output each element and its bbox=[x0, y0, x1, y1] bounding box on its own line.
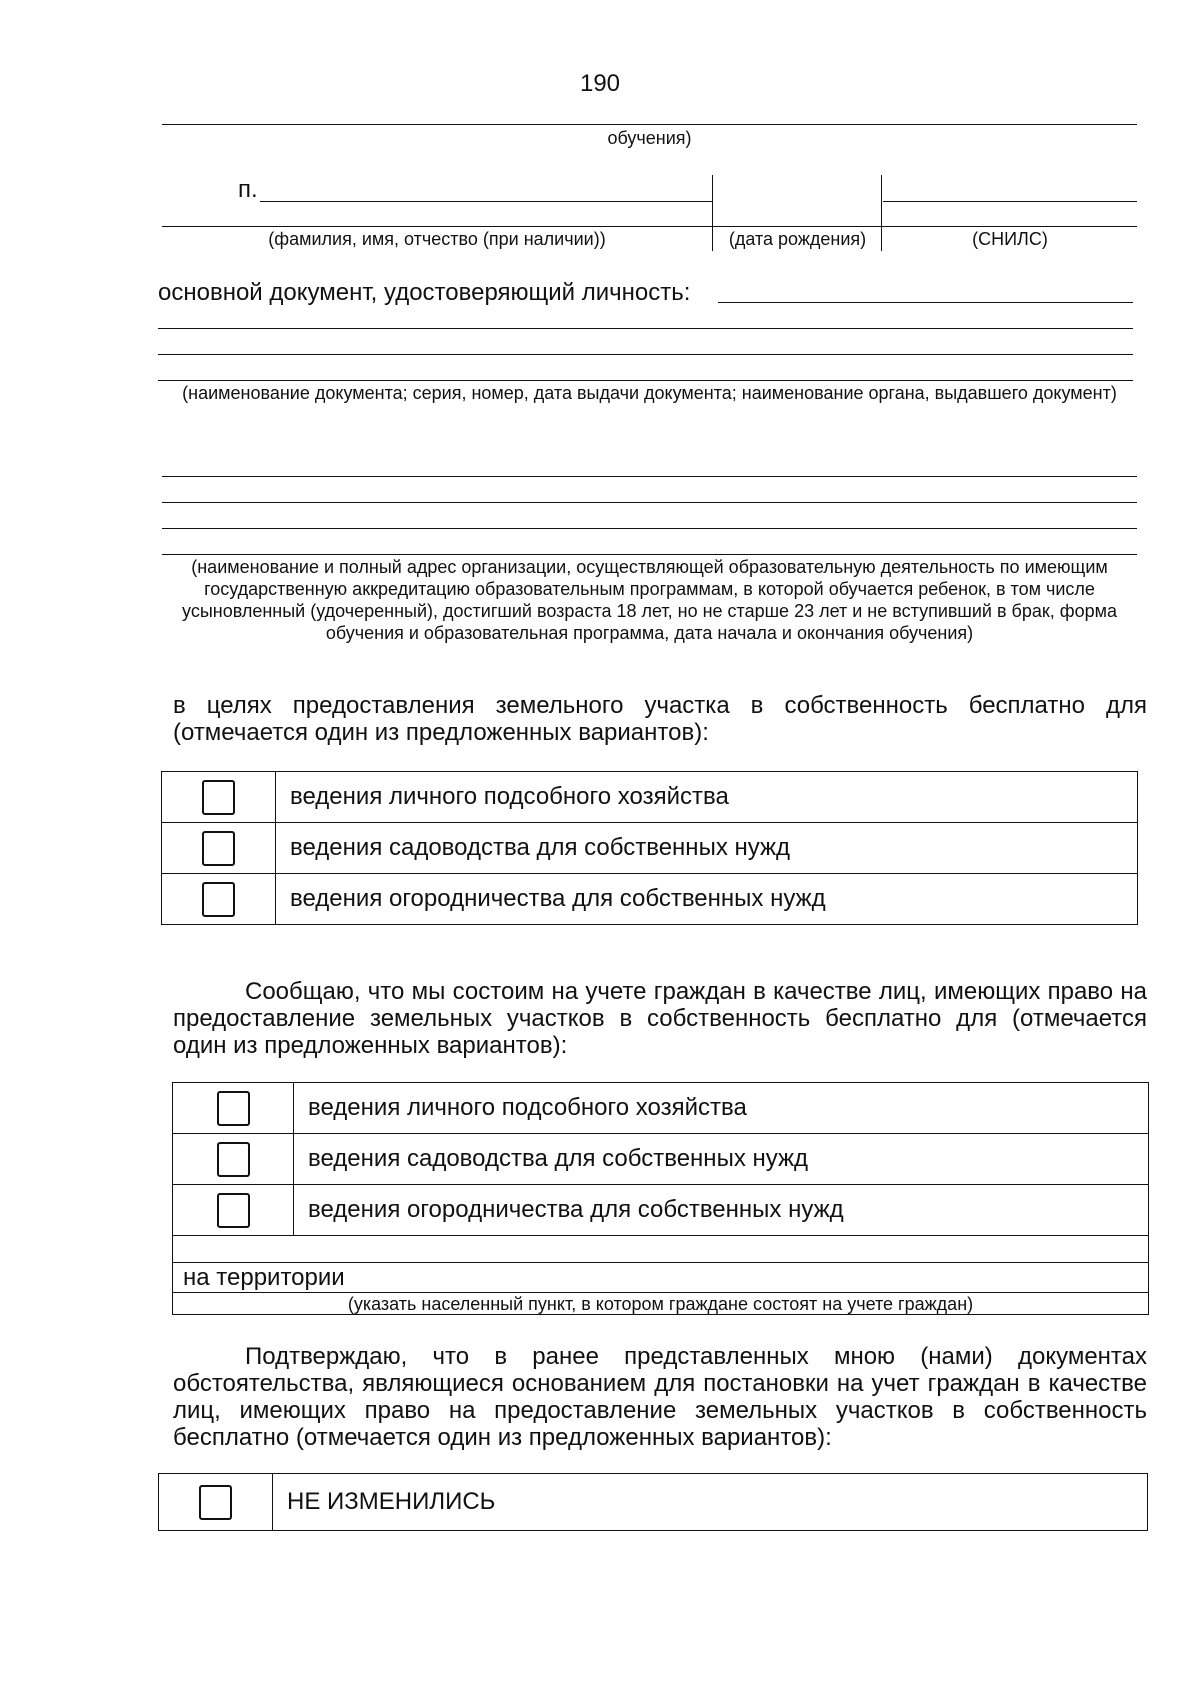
organization-caption: (наименование и полный адрес организации, осуществляющей образовательную деятельность по имеющим государственную аккредитацию образовательным программам, в которой обучается ребенок, в том числе усыновленный (удочеренный), достигший возраста 18 лет, но не старше 23 лет и не вступивший в брак, форма обучения и образовательная программа, дата начала и окончания обучения) bbox=[182, 557, 1117, 643]
dob-caption: (дата рождения) bbox=[728, 229, 867, 249]
snils-caption: (СНИЛС) bbox=[972, 229, 1048, 249]
registry-checkbox-cell bbox=[173, 1185, 294, 1236]
confirm-options-table bbox=[158, 1473, 1148, 1531]
id-document-field-2[interactable] bbox=[158, 328, 1133, 329]
purpose-checkbox[interactable] bbox=[202, 780, 235, 815]
registry-checkbox[interactable] bbox=[217, 1142, 250, 1177]
territory-caption: (указать населенный пункт, в котором граждане состоят на учете граждан) bbox=[173, 1293, 1149, 1315]
territory-cell[interactable] bbox=[173, 1263, 1149, 1293]
organization-field-4[interactable] bbox=[162, 554, 1137, 555]
registry-option-row bbox=[173, 1134, 1149, 1185]
territory-label: на территории bbox=[183, 1263, 345, 1291]
purpose-option-row bbox=[162, 874, 1138, 925]
confirm-option-label: НЕ ИЗМЕНИЛИСЬ bbox=[273, 1474, 1148, 1531]
purpose-checkbox-cell bbox=[162, 823, 276, 874]
registry-checkbox[interactable] bbox=[217, 1193, 250, 1228]
person-prefix: п. bbox=[238, 176, 258, 203]
purpose-checkbox[interactable] bbox=[202, 831, 235, 866]
confirm-text: Подтверждаю, что в ранее представленных мною (нами) документах обстоятельства, являющиеся основанием для постановки на учет граждан в качестве лиц, имеющих право на предоставление земельных участков в собственность бесплатно (отмечается один из предложенных вариантов): bbox=[173, 1343, 1147, 1451]
purpose-option-label: ведения личного подсобного хозяйства bbox=[276, 772, 1138, 823]
registry-option-label: ведения садоводства для собственных нужд bbox=[294, 1134, 1149, 1185]
id-document-label: основной документ, удостоверяющий личность: bbox=[158, 279, 691, 306]
registry-option-label: ведения личного подсобного хозяйства bbox=[294, 1083, 1149, 1134]
person-divider-2 bbox=[881, 175, 882, 251]
purpose-options-table bbox=[161, 771, 1138, 925]
top-continuation-line bbox=[162, 124, 1137, 125]
organization-field-2[interactable] bbox=[162, 502, 1137, 503]
id-document-field-1[interactable] bbox=[718, 302, 1133, 303]
person-divider-1 bbox=[712, 175, 713, 251]
purpose-checkbox-cell bbox=[162, 874, 276, 925]
territory-row bbox=[173, 1263, 1149, 1293]
purpose-option-row bbox=[162, 772, 1138, 823]
confirm-checkbox[interactable] bbox=[199, 1485, 232, 1520]
purpose-checkbox[interactable] bbox=[202, 882, 235, 917]
registry-checkbox-cell bbox=[173, 1083, 294, 1134]
registry-checkbox[interactable] bbox=[217, 1091, 250, 1126]
territory-blank-row bbox=[173, 1236, 1149, 1263]
snils-field[interactable] bbox=[883, 201, 1137, 202]
purpose-text: в целях предоставления земельного участка в собственность бесплатно для (отмечается один из предложенных вариантов): bbox=[173, 692, 1147, 746]
purpose-option-label: ведения огородничества для собственных нужд bbox=[276, 874, 1138, 925]
page-number: 190 bbox=[579, 70, 621, 97]
registry-option-label: ведения огородничества для собственных нужд bbox=[294, 1185, 1149, 1236]
confirm-checkbox-cell bbox=[159, 1474, 273, 1531]
id-document-field-3[interactable] bbox=[158, 354, 1133, 355]
id-document-caption: (наименование документа; серия, номер, дата выдачи документа; наименование органа, выдавшего документ) bbox=[182, 383, 1117, 403]
registry-option-row bbox=[173, 1083, 1149, 1134]
registry-checkbox-cell bbox=[173, 1134, 294, 1185]
confirm-option-row bbox=[159, 1474, 1148, 1531]
purpose-option-label: ведения садоводства для собственных нужд bbox=[276, 823, 1138, 874]
territory-caption-row bbox=[173, 1293, 1149, 1315]
name-field[interactable] bbox=[260, 201, 712, 202]
name-caption: (фамилия, имя, отчество (при наличии)) bbox=[268, 229, 606, 249]
purpose-checkbox-cell bbox=[162, 772, 276, 823]
registry-text: Сообщаю, что мы состоим на учете граждан в качестве лиц, имеющих право на предоставление земельных участков в собственность бесплатно для (отмечается один из предложенных вариантов): bbox=[173, 978, 1147, 1059]
person-base-line bbox=[162, 226, 1137, 227]
organization-field-3[interactable] bbox=[162, 528, 1137, 529]
purpose-option-row bbox=[162, 823, 1138, 874]
id-document-field-4[interactable] bbox=[158, 380, 1133, 381]
top-caption: обучения) bbox=[607, 128, 692, 148]
registry-options-table bbox=[172, 1082, 1149, 1315]
organization-field-1[interactable] bbox=[162, 476, 1137, 477]
territory-blank-cell bbox=[173, 1236, 1149, 1263]
registry-option-row bbox=[173, 1185, 1149, 1236]
